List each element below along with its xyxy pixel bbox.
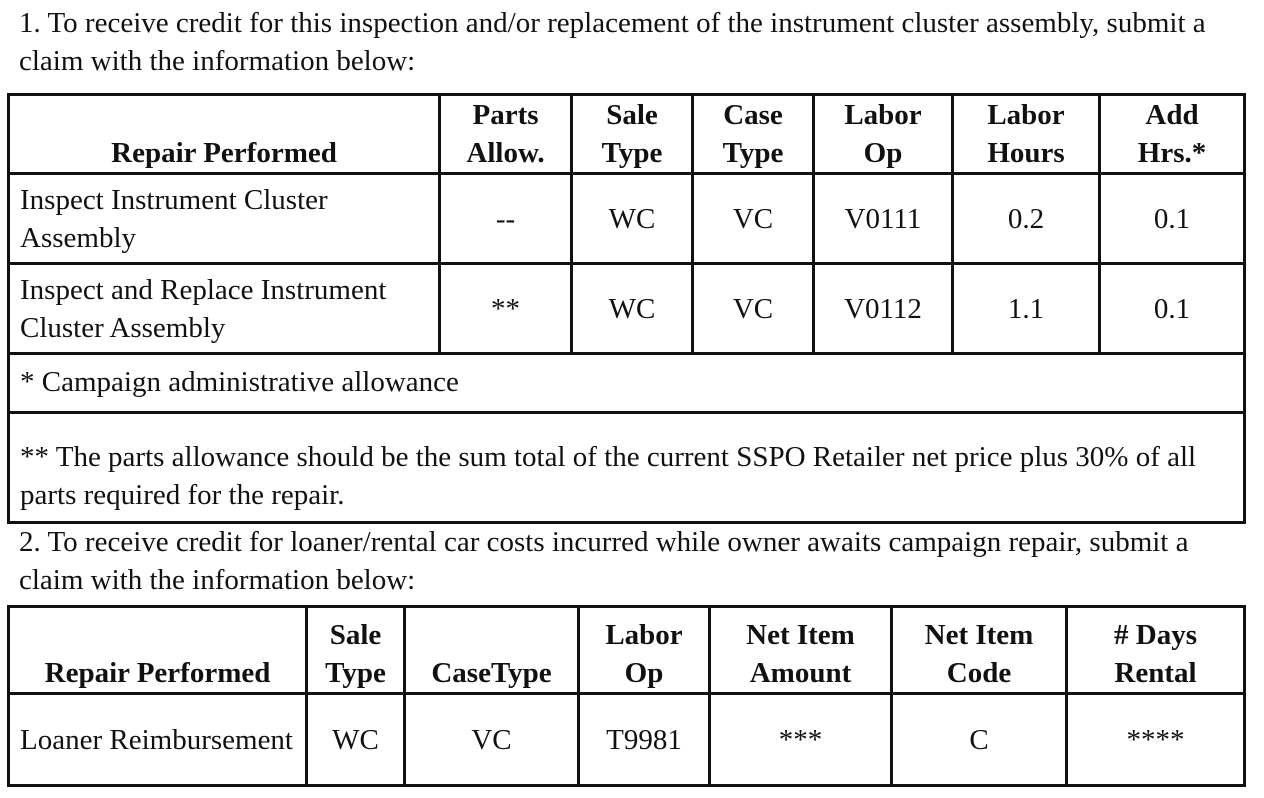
cell-labor-hours: 0.2 bbox=[953, 174, 1100, 264]
header-case-type: Case Type bbox=[693, 95, 814, 174]
loaner-claim-table bbox=[7, 605, 1246, 787]
section1-intro: 1. To receive credit for this inspection and/or replacement of the instrument cluster assembly, submit a claim with the information below: bbox=[19, 7, 1206, 77]
header-case-type: CaseType bbox=[405, 607, 579, 694]
cell-labor-op: V0112 bbox=[814, 264, 953, 354]
cell-labor-op: T9981 bbox=[579, 694, 710, 786]
cell-case-type: VC bbox=[693, 264, 814, 354]
table-row bbox=[9, 264, 1245, 354]
table-header-row bbox=[9, 607, 1245, 694]
section2-intro: 2. To receive credit for loaner/rental car costs incurred while owner awaits campaign repair, submit a claim with the information below: bbox=[19, 526, 1189, 596]
header-sale-type: Sale Type bbox=[572, 95, 693, 174]
cell-sale-type: WC bbox=[307, 694, 405, 786]
cell-repair: Inspect and Replace Instrument Cluster Assembly bbox=[9, 264, 440, 354]
cell-repair: Loaner Reimbursement bbox=[9, 694, 307, 786]
table-row bbox=[9, 694, 1245, 786]
cell-add-hrs: 0.1 bbox=[1100, 174, 1245, 264]
cell-add-hrs: 0.1 bbox=[1100, 264, 1245, 354]
header-net-item-amount: Net Item Amount bbox=[710, 607, 892, 694]
header-days-rental: # Days Rental bbox=[1067, 607, 1245, 694]
header-parts-allow: Parts Allow. bbox=[440, 95, 572, 174]
labor-claim-table bbox=[7, 93, 1246, 524]
cell-repair: Inspect Instrument Cluster Assembly bbox=[9, 174, 440, 264]
footnote-row bbox=[9, 413, 1245, 523]
cell-labor-hours: 1.1 bbox=[953, 264, 1100, 354]
cell-labor-op: V0111 bbox=[814, 174, 953, 264]
cell-parts: ** bbox=[440, 264, 572, 354]
header-net-item-code: Net Item Code bbox=[892, 607, 1067, 694]
header-repair-performed: Repair Performed bbox=[9, 607, 307, 694]
header-labor-op: Labor Op bbox=[814, 95, 953, 174]
cell-net-item-amount: *** bbox=[710, 694, 892, 786]
cell-net-item-code: C bbox=[892, 694, 1067, 786]
cell-days-rental: **** bbox=[1067, 694, 1245, 786]
header-sale-type: Sale Type bbox=[307, 607, 405, 694]
cell-case-type: VC bbox=[405, 694, 579, 786]
cell-sale-type: WC bbox=[572, 264, 693, 354]
table-row bbox=[9, 174, 1245, 264]
cell-sale-type: WC bbox=[572, 174, 693, 264]
table-header-row bbox=[9, 95, 1245, 174]
cell-parts: -- bbox=[440, 174, 572, 264]
header-add-hrs: Add Hrs.* bbox=[1100, 95, 1245, 174]
header-labor-op: Labor Op bbox=[579, 607, 710, 694]
footnote-row bbox=[9, 354, 1245, 413]
footnote-admin-allowance: * Campaign administrative allowance bbox=[9, 354, 1245, 413]
footnote-parts-allowance: ** The parts allowance should be the sum total of the current SSPO Retailer net price plus 30% of all parts required for the repair. bbox=[9, 413, 1245, 523]
header-repair-performed: Repair Performed bbox=[9, 95, 440, 174]
header-labor-hours: Labor Hours bbox=[953, 95, 1100, 174]
cell-case-type: VC bbox=[693, 174, 814, 264]
